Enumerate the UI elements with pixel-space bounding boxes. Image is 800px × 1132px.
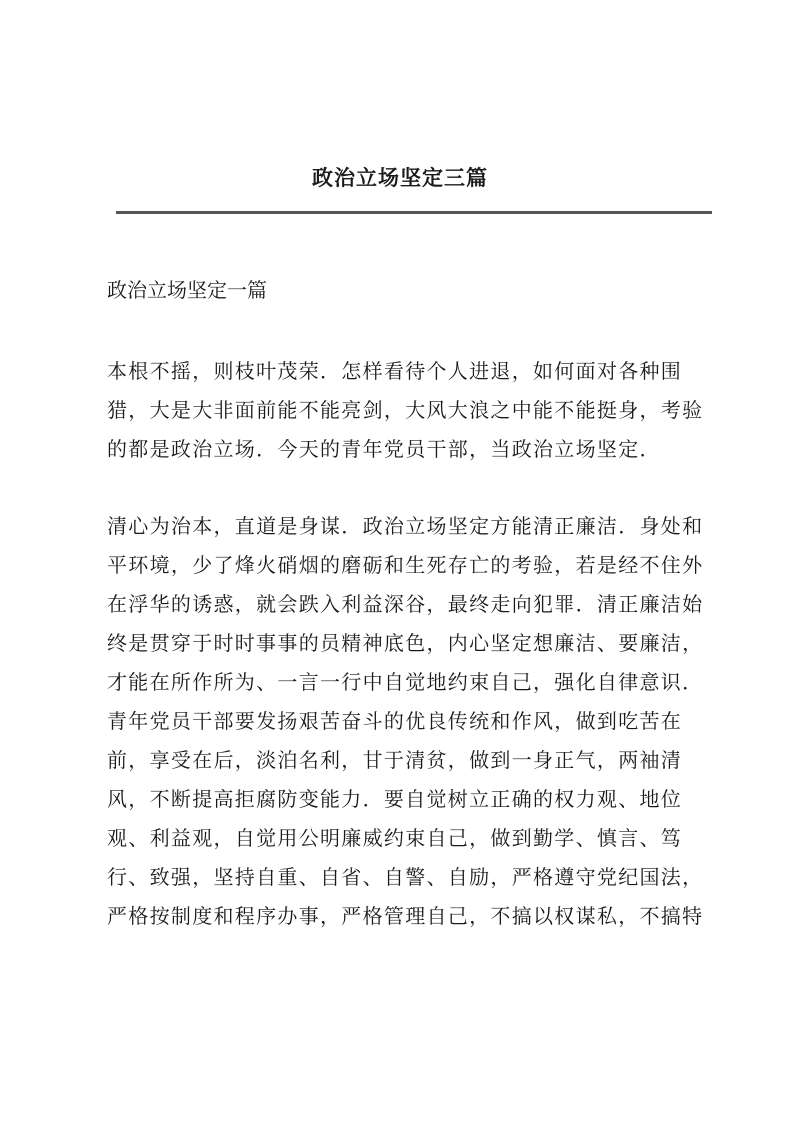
text-line: 观、利益观，自觉用公明廉威约束自己，做到勤学、慎言、笃 <box>107 826 683 850</box>
text-line: 才能在所作所为、一言一行中自觉地约束自己，强化自律意识． <box>107 670 704 694</box>
text-line: 风，不断提高拒腐防变能力．要自觉树立正确的权力观、地位 <box>107 787 683 811</box>
text-line: 前，享受在后，淡泊名利，甘于清贫，做到一身正气，两袖清 <box>107 748 683 772</box>
text-line: 本根不摇，则枝叶茂荣．怎样看待个人进退，如何面对各种围 <box>107 359 683 383</box>
paragraph-2 <box>107 507 707 936</box>
section-heading: 政治立场坚定一篇 <box>107 278 267 302</box>
text-line: 猎，大是大非面前能不能亮剑，大风大浪之中能不能挺身，考验 <box>107 398 704 422</box>
document-title: 政治立场坚定三篇 <box>312 165 488 190</box>
title-divider <box>116 211 712 214</box>
text-line: 平环境，少了烽火硝烟的磨砺和生死存亡的考验，若是经不住外 <box>107 553 704 577</box>
text-line: 行、致强，坚持自重、自省、自警、自励，严格遵守党纪国法， <box>107 865 704 889</box>
text-line: 的都是政治立场．今天的青年党员干部，当政治立场坚定． <box>107 437 661 461</box>
text-line: 终是贯穿于时时事事的员精神底色，内心坚定想廉洁、要廉洁， <box>107 631 704 655</box>
text-line: 清心为治本，直道是身谋．政治立场坚定方能清正廉洁．身处和 <box>107 514 704 538</box>
paragraph-1 <box>107 352 707 469</box>
document-body <box>107 352 707 974</box>
text-line: 青年党员干部要发扬艰苦奋斗的优良传统和作风，做到吃苦在 <box>107 709 683 733</box>
text-line: 在浮华的诱惑，就会跌入利益深谷，最终走向犯罪．清正廉洁始 <box>107 592 704 616</box>
text-line: 严格按制度和程序办事，严格管理自己，不搞以权谋私，不搞特 <box>107 904 704 928</box>
